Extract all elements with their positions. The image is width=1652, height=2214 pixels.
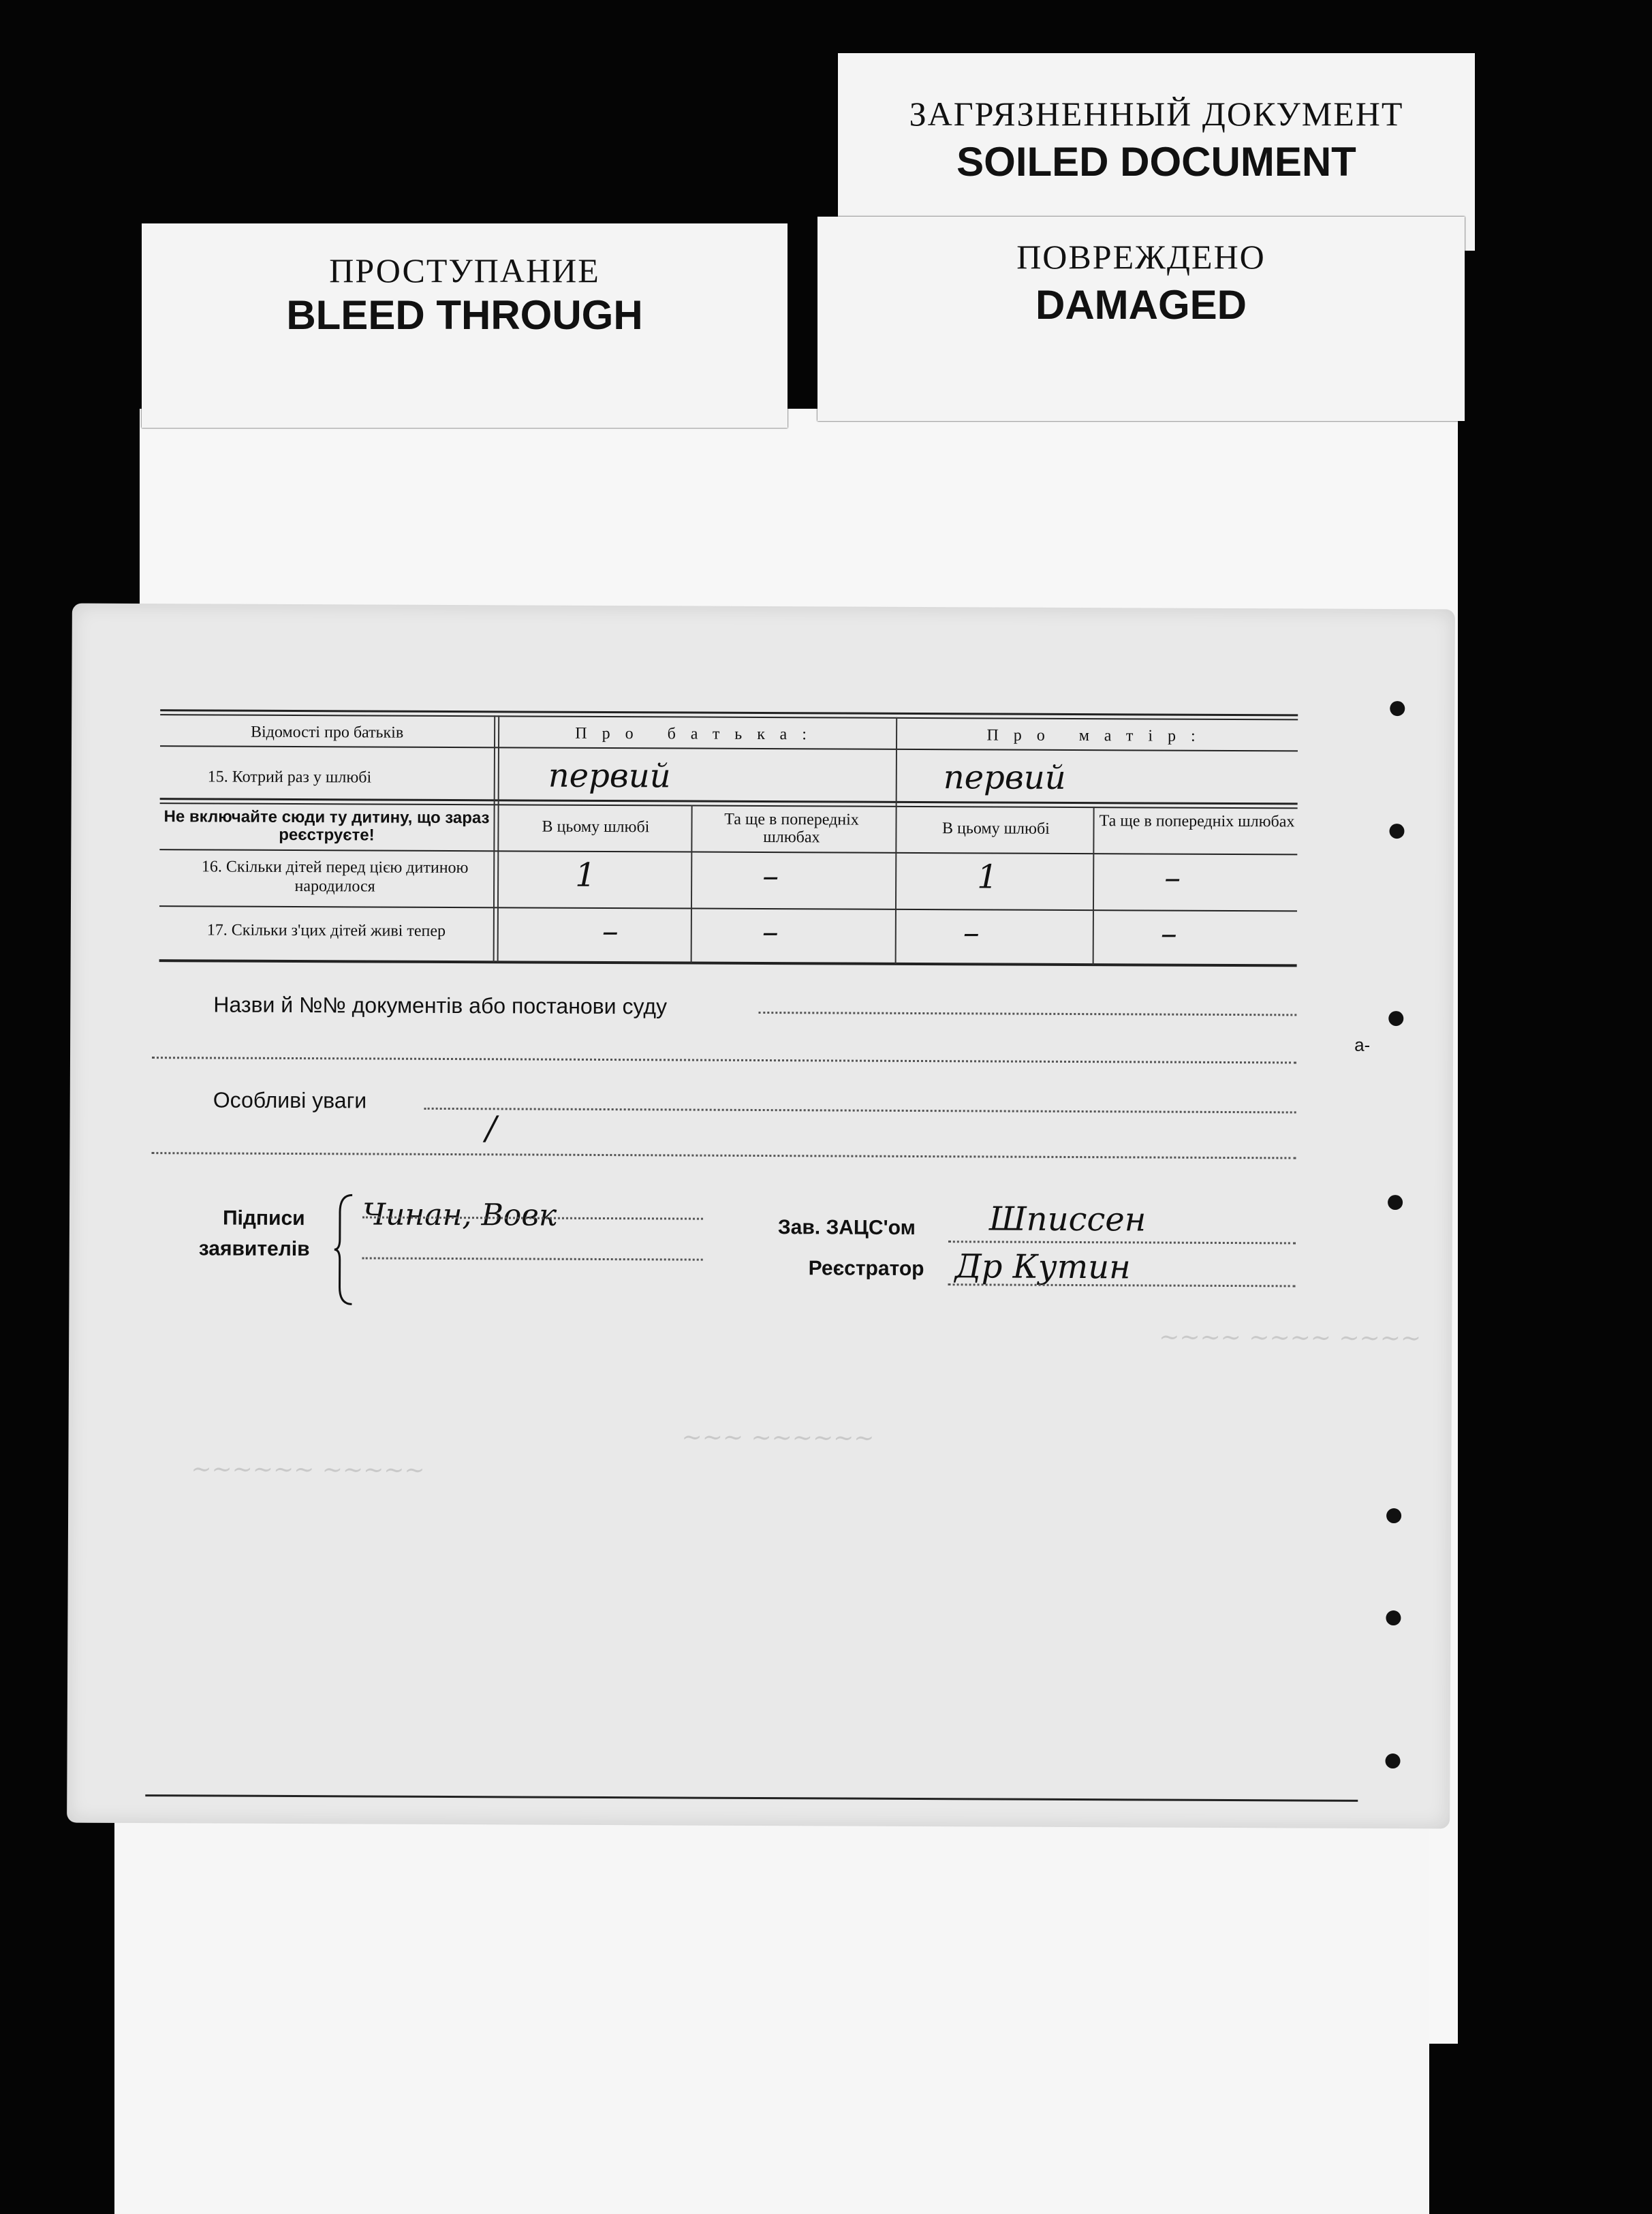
bleed-through-writing: ~~~~ ~~~~ ~~~~	[1159, 1323, 1422, 1353]
documents-dotted-line	[758, 1012, 1296, 1016]
binding-hole	[1388, 1195, 1403, 1210]
documents-label: Назви й №№ документів або постанови суду	[213, 992, 668, 1019]
row17-mother-previous: –	[1160, 914, 1177, 953]
subheader-mother-current: В цьому шлюбі	[942, 820, 1050, 838]
documents-dotted-line	[152, 1057, 1296, 1063]
table-rule	[159, 849, 1297, 855]
damaged-label-en: DAMAGED	[1035, 282, 1247, 328]
registrar-dotted-line	[948, 1283, 1296, 1287]
remarks-value: /	[485, 1109, 497, 1148]
header-father: Про батька:	[575, 724, 822, 744]
head-signature: Шписсен	[988, 1200, 1147, 1239]
bleed-through-card	[142, 223, 788, 428]
row16-mother-current: 1	[977, 858, 998, 896]
damaged-label-ru: ПОВРЕЖДЕНО	[1016, 238, 1266, 276]
bleed-label-ru: ПРОСТУПАНИЕ	[329, 251, 600, 290]
header-parents: Відомості про батьків	[250, 723, 404, 742]
row16-father-current: 1	[575, 856, 596, 894]
soiled-label-en: SOILED DOCUMENT	[956, 139, 1356, 185]
binding-hole	[1386, 1508, 1401, 1523]
table-rule	[160, 745, 1298, 751]
header-mother: Про матір:	[986, 726, 1211, 745]
head-label: Зав. ЗАЦС'ом	[777, 1216, 916, 1239]
table-rule	[159, 905, 1297, 911]
binding-hole	[1390, 701, 1405, 716]
margin-fragment: а-	[1354, 1034, 1371, 1055]
row15-label: 15. Котрий раз у шлюбі	[207, 768, 372, 787]
row16-father-previous: –	[762, 857, 779, 896]
subheader-father-current: В цьому шлюбі	[542, 817, 650, 837]
bleed-label-en: BLEED THROUGH	[286, 292, 643, 338]
subheader-note: Не включайте сюди ту дитину, що зараз реєструєте!	[163, 807, 490, 845]
registrar-signature: Др Кутин	[954, 1247, 1131, 1287]
applicants-label-2: заявителів	[198, 1237, 310, 1261]
binding-hole	[1388, 1011, 1403, 1026]
table-divider	[895, 717, 898, 964]
row17-mother-current: –	[963, 914, 980, 952]
row17-father-previous: –	[762, 913, 779, 952]
applicants-label: Підписи	[222, 1206, 305, 1230]
row17-father-current: –	[602, 911, 619, 951]
binding-hole	[1386, 1610, 1401, 1625]
registrar-label: Реєстратор	[808, 1257, 924, 1281]
row15-father-value: первий	[548, 756, 671, 796]
row16-label: 16. Скільки дітей перед цією дитиною народилося	[201, 858, 469, 896]
binding-hole	[1385, 1753, 1400, 1768]
remarks-dotted-line	[424, 1108, 1296, 1114]
row16-mother-previous: –	[1164, 858, 1181, 897]
table-divider	[497, 715, 500, 962]
table-bottom-rule	[159, 959, 1297, 967]
subheader-mother-previous: Та ще в попередніх шлюбах	[1099, 812, 1295, 831]
subheader-father-previous: Та ще в попередніх шлюбах	[724, 810, 859, 847]
soiled-label-ru: ЗАГРЯЗНЕННЫЙ ДОКУМЕНТ	[909, 95, 1404, 133]
bleed-through-writing: ~~~ ~~~~~~	[681, 1423, 875, 1452]
damaged-card	[817, 217, 1465, 421]
registration-form-page	[67, 604, 1455, 1829]
page-bottom-rule	[145, 1794, 1358, 1802]
table-divider	[493, 715, 496, 962]
applicants-signature: Чинан, Вовк	[362, 1197, 557, 1233]
head-dotted-line	[948, 1241, 1296, 1244]
bottom-sheet	[114, 1812, 1429, 2214]
remarks-label: Особливі уваги	[213, 1087, 367, 1113]
binding-hole	[1389, 824, 1404, 839]
applicants-dotted-line	[362, 1257, 703, 1260]
brace-icon	[331, 1191, 359, 1307]
bleed-through-writing: ~~~~~~ ~~~~~	[191, 1455, 425, 1484]
row17-label: 17. Скільки з'цих дітей живі тепер	[206, 921, 446, 940]
remarks-dotted-line	[151, 1152, 1296, 1159]
row15-mother-value: первий	[943, 758, 1066, 797]
